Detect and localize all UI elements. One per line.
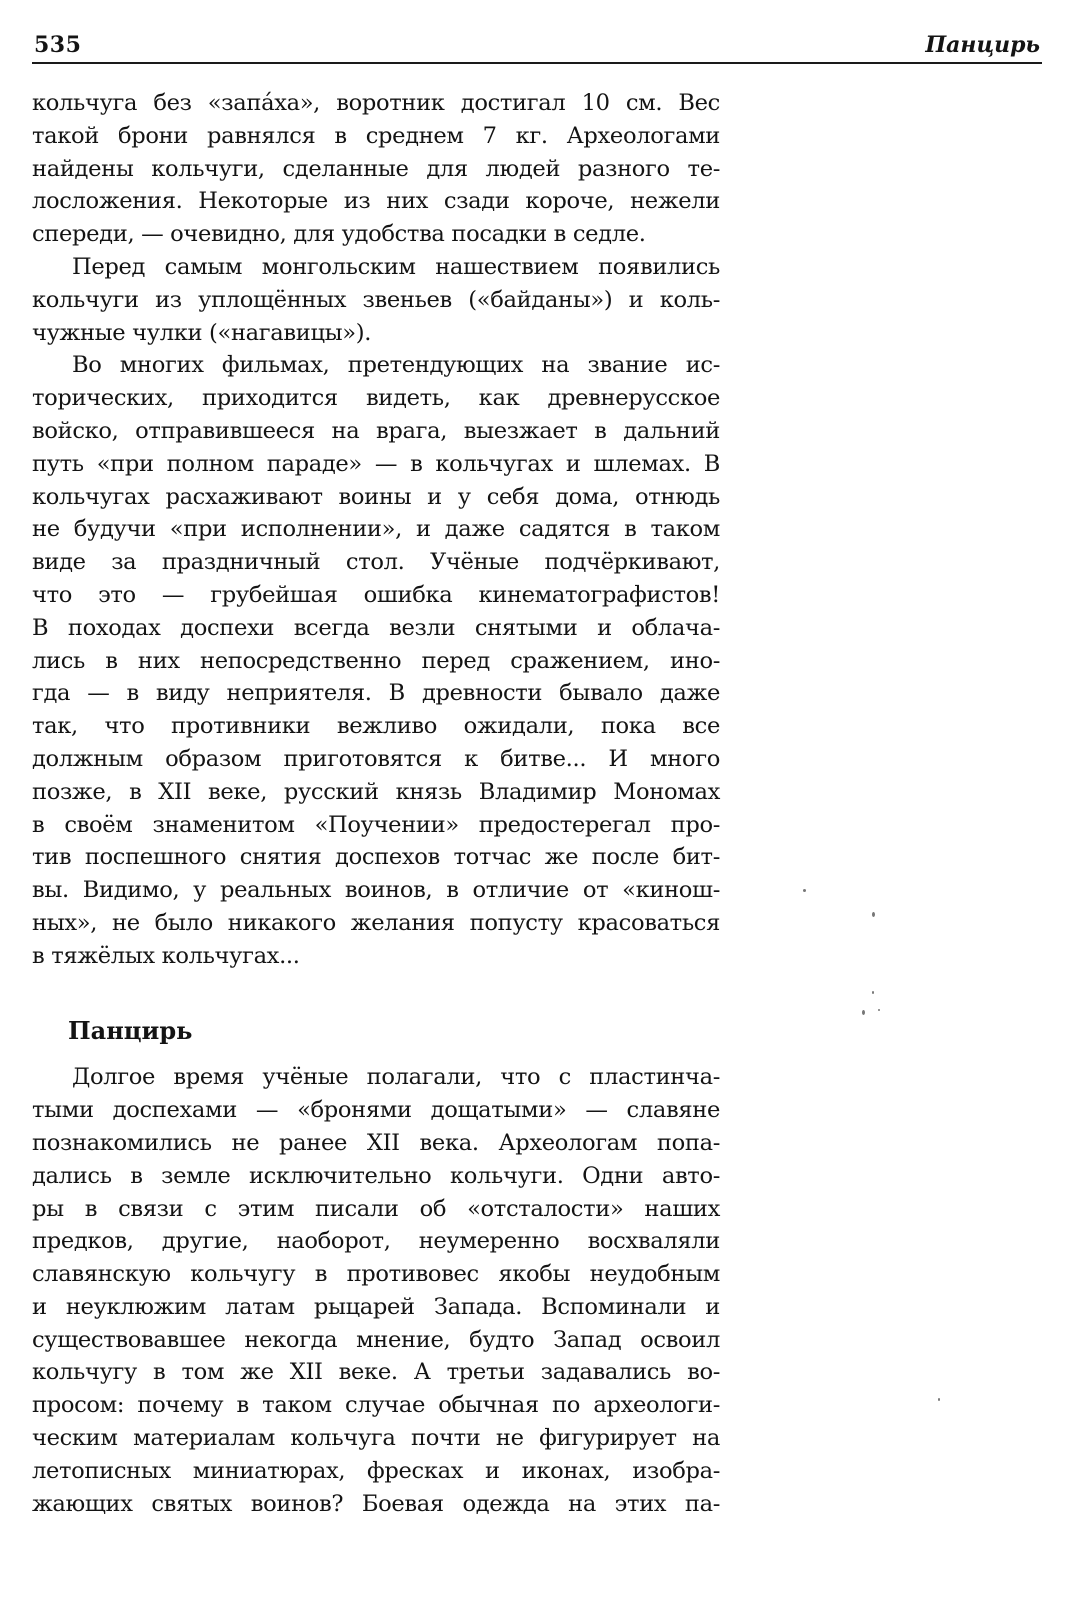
text-line: должным образом приготовятся к битве... И много	[32, 745, 720, 772]
text-line: такой брони равнялся в среднем 7 кг. Археологами	[32, 122, 720, 149]
text-line: кольчуги из уплощённых звеньев («байданы») и коль-	[32, 286, 720, 313]
text-line: найдены кольчуги, сделанные для людей разного те-	[32, 155, 720, 182]
text-line: и неуклюжим латам рыцарей Запада. Вспоминали и	[32, 1293, 720, 1320]
text-line: кольчуга без «запа́ха», воротник достигал 10 см. Вес	[32, 90, 720, 116]
text-line: позже, в XII веке, русский князь Владимир Мономах	[32, 778, 720, 805]
text-line: дались в земле исключительно кольчуги. Одни авто-	[32, 1162, 720, 1189]
text-line: познакомились не ранее XII века. Археологам попа-	[32, 1129, 720, 1156]
text-line: лосложения. Некоторые из них сзади короче, нежели	[32, 188, 720, 215]
text-line: спереди, — очевидно, для удобства посадки в седле.	[32, 221, 646, 248]
text-line: войско, отправившееся на врага, выезжает в дальний	[32, 417, 720, 444]
text-line: так, что противники вежливо ожидали, пока все	[32, 713, 720, 740]
text-line: в тяжёлых кольчугах...	[32, 942, 300, 969]
text-line: существовавшее некогда мнение, будто Запад освоил	[32, 1326, 720, 1353]
scan-speck	[872, 912, 875, 917]
text-line: Во многих фильмах, претендующих на звание ис-	[72, 352, 720, 379]
text-line: лись в них непосредственно перед сражением, ино-	[32, 647, 720, 674]
text-line: ры в связи с этим писали об «отсталости» наших	[32, 1195, 720, 1222]
text-line: что это — грубейшая ошибка кинематографистов!	[32, 581, 720, 608]
paragraph	[32, 251, 720, 349]
text-line: предков, другие, наоборот, неумеренно восхваляли	[32, 1228, 720, 1255]
paragraph	[32, 87, 720, 251]
scan-speck	[938, 1398, 940, 1401]
section-heading: Панцирь	[68, 1015, 193, 1045]
text-line: ческим материалам кольчуга почти не фигурирует на	[32, 1425, 720, 1452]
running-section-title: Панцирь	[925, 32, 1040, 58]
text-line: в своём знаменитом «Поучении» предостерегал про-	[32, 811, 720, 838]
text-line: ных», не было никакого желания попусту красоваться	[32, 909, 720, 936]
scan-speck	[878, 1009, 880, 1011]
text-line: Перед самым монгольским нашествием появились	[72, 253, 720, 280]
text-line: гда — в виду неприятеля. В древности бывало даже	[32, 680, 720, 707]
scan-speck	[803, 889, 806, 892]
text-line: путь «при полном параде» — в кольчугах и шлемах. В	[32, 450, 720, 477]
running-head	[32, 28, 1042, 64]
page-number: 535	[34, 32, 82, 58]
paragraph	[32, 1061, 720, 1520]
text-column	[32, 87, 720, 1520]
text-line: вы. Видимо, у реальных воинов, в отличие от «кинош-	[32, 877, 720, 904]
text-line: торических, приходится видеть, как древнерусское	[32, 385, 720, 412]
text-line: славянскую кольчугу в противовес якобы неудобным	[32, 1261, 720, 1288]
text-line: летописных миниатюрах, фресках и иконах, изобра-	[32, 1457, 720, 1484]
text-line: тыми доспехами — «бронями дощатыми» — славяне	[32, 1097, 720, 1124]
text-line: кольчугах расхаживают воины и у себя дома, отнюдь	[32, 483, 720, 510]
scan-speck	[872, 991, 874, 994]
text-line: жающих святых воинов? Боевая одежда на этих па-	[32, 1490, 720, 1517]
paragraph	[32, 349, 720, 972]
text-line: виде за праздничный стол. Учёные подчёркивают,	[32, 549, 720, 576]
scan-speck	[862, 1010, 865, 1015]
text-line: Долгое время учёные полагали, что с пластинча-	[72, 1064, 720, 1091]
text-line: В походах доспехи всегда везли снятыми и облача-	[32, 614, 720, 641]
text-line: просом: почему в таком случае обычная по археологи-	[32, 1392, 720, 1419]
text-line: кольчугу в том же XII веке. А третьи задавались во-	[32, 1359, 720, 1386]
text-line: тив поспешного снятия доспехов тотчас же после бит-	[32, 844, 720, 871]
text-line: чужные чулки («нагавицы»).	[32, 319, 372, 346]
text-line: не будучи «при исполнении», и даже садятся в таком	[32, 516, 720, 543]
